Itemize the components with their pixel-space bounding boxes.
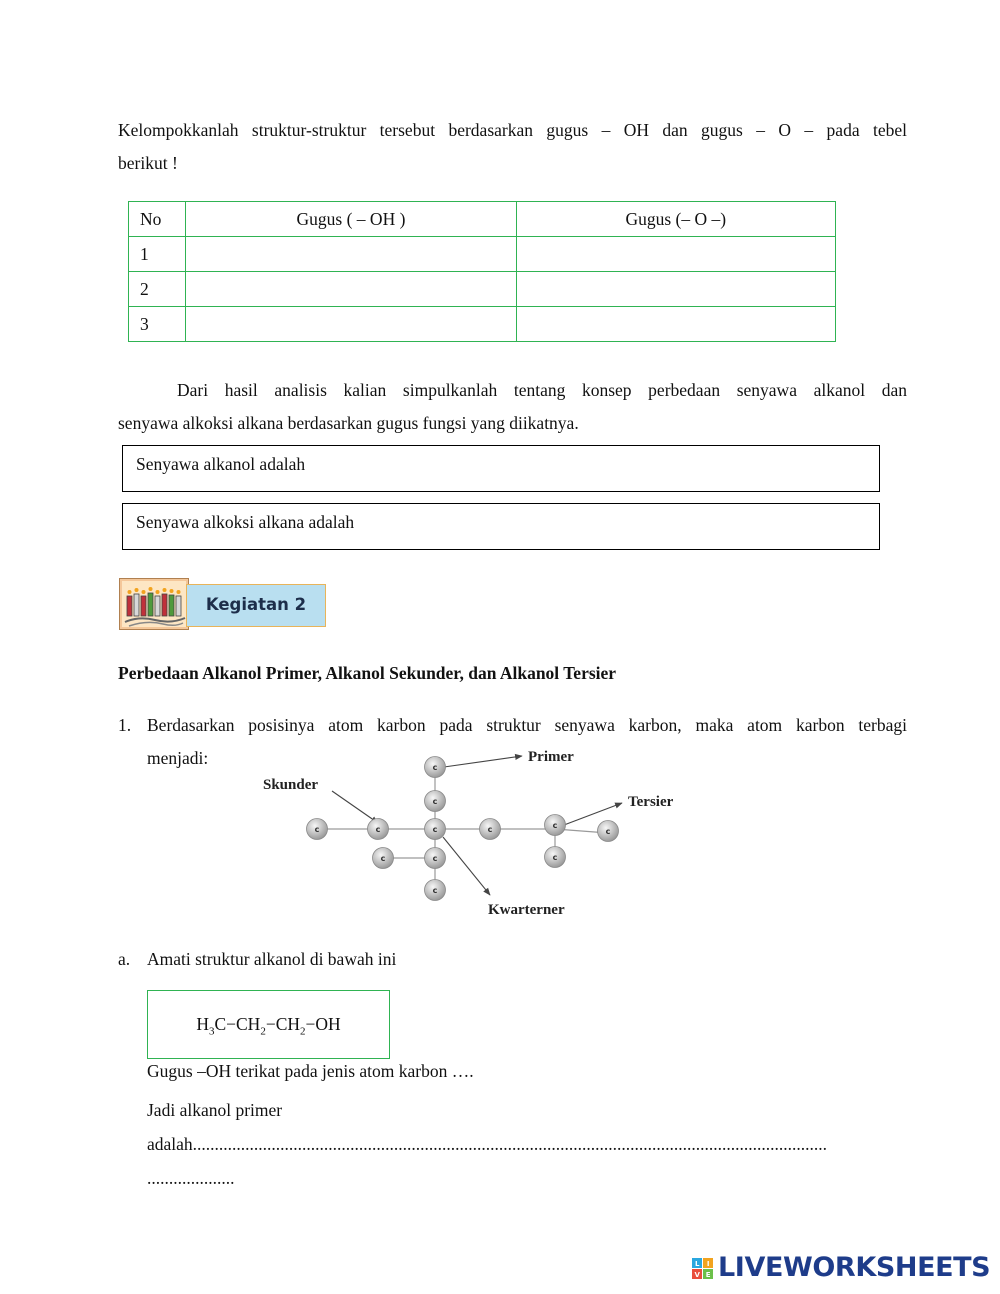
conclusion-line-1: Dari hasil analisis kalian simpulkanlah tentang konsep perbedaan senyawa alkanol dan — [177, 380, 907, 400]
table-row — [129, 237, 836, 272]
o-answer-cell[interactable] — [516, 307, 835, 342]
carbon-atom-letter: c — [432, 825, 438, 834]
alkanol-formula-box — [147, 990, 390, 1059]
item-1-number: 1. — [118, 715, 132, 735]
intro-line-1: Kelompokkanlah struktur-struktur tersebut berdasarkan gugus – OH dan gugus – O – pada tebel — [118, 120, 907, 140]
label-primer: Primer — [528, 749, 574, 765]
carbon-atom-letter: c — [432, 797, 438, 806]
carbon-position-diagram — [250, 745, 720, 925]
oh-answer-cell[interactable] — [186, 307, 516, 342]
formula-subscript: 2 — [260, 1025, 266, 1038]
item-a-text: Amati struktur alkanol di bawah ini — [147, 949, 397, 969]
mark-letter: V — [694, 1271, 700, 1279]
alkoxy-prompt: Senyawa alkoksi alkana adalah — [136, 512, 355, 532]
table-row — [129, 307, 836, 342]
alkanol-answer-box[interactable] — [122, 445, 880, 492]
table-row — [129, 272, 836, 307]
item-1-line-2: menjadi: — [147, 748, 209, 768]
o-answer-cell[interactable] — [516, 272, 835, 307]
candles-icon — [119, 578, 191, 632]
section-title: Perbedaan Alkanol Primer, Alkanol Sekunder, dan Alkanol Tersier — [118, 663, 617, 683]
intro-line-2: berikut ! — [118, 153, 178, 173]
carbon-atom-letter: c — [432, 886, 438, 895]
formula-part: −OH — [305, 1014, 341, 1034]
item-a-question: Gugus –OH terikat pada jenis atom karbon …. — [147, 1061, 474, 1081]
carbon-atom-letter: c — [605, 827, 611, 836]
alkoxy-answer-box[interactable] — [122, 503, 880, 550]
alkanol-prompt: Senyawa alkanol adalah — [136, 454, 306, 474]
header-oh-group: Gugus ( – OH ) — [186, 202, 516, 237]
item-a-conclusion: Jadi alkanol primer — [147, 1100, 283, 1120]
mark-letter: I — [706, 1260, 710, 1268]
carbon-atom-letter: c — [552, 821, 558, 830]
formula-subscript: 2 — [300, 1025, 306, 1038]
liveworksheets-mark-icon — [692, 1258, 714, 1280]
label-tersier: Tersier — [628, 794, 674, 810]
answer-line-continued[interactable]: .................... — [147, 1168, 235, 1188]
answer-line[interactable]: adalah................................................................................................................................................. — [147, 1134, 828, 1154]
table-header-row — [129, 202, 836, 237]
carbon-atom-letter: c — [380, 854, 386, 863]
row-number: 3 — [129, 307, 186, 342]
item-1-line-1: Berdasarkan posisinya atom karbon pada struktur senyawa karbon, maka atom karbon terbagi — [147, 715, 907, 735]
carbon-atom-letter: c — [487, 825, 493, 834]
formula-part: C−CH — [214, 1014, 261, 1034]
label-skunder: Skunder — [263, 777, 319, 793]
carbon-atom-letter: c — [314, 825, 320, 834]
label-kwarterner: Kwarterner — [488, 902, 565, 918]
grouping-table — [128, 201, 836, 342]
carbon-atom-letter: c — [552, 853, 558, 862]
o-answer-cell[interactable] — [516, 237, 835, 272]
oh-answer-cell[interactable] — [186, 237, 516, 272]
conclusion-line-2: senyawa alkoksi alkana berdasarkan gugus fungsi yang diikatnya. — [118, 413, 579, 433]
mark-letter: L — [694, 1260, 700, 1268]
formula-part: −CH — [265, 1014, 301, 1034]
mark-letter: E — [705, 1271, 711, 1279]
item-a-letter: a. — [118, 949, 131, 969]
activity-label: Kegiatan 2 — [186, 584, 326, 627]
formula-subscript: 3 — [208, 1025, 215, 1038]
row-number: 2 — [129, 272, 186, 307]
carbon-atom-letter: c — [432, 763, 438, 772]
brand-name: LIVEWORKSHEETS — [718, 1252, 991, 1283]
oh-answer-cell[interactable] — [186, 272, 516, 307]
carbon-atom-letter: c — [432, 854, 438, 863]
header-o-group: Gugus (– O –) — [516, 202, 835, 237]
row-number: 1 — [129, 237, 186, 272]
header-no: No — [129, 202, 186, 237]
carbon-atom-letter: c — [375, 825, 381, 834]
formula-part: H — [196, 1014, 209, 1034]
